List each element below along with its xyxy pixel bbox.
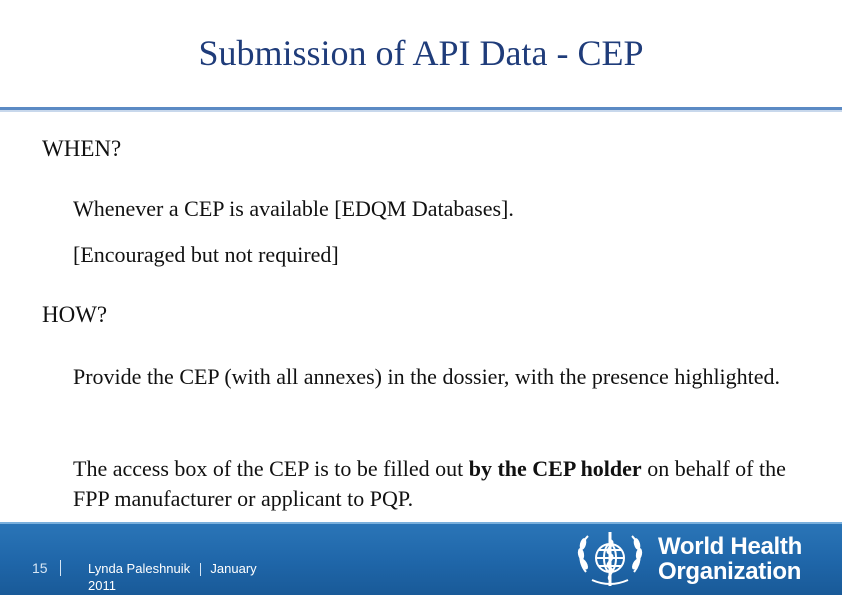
footer-author-date bbox=[88, 560, 257, 594]
title-divider-shadow bbox=[0, 110, 842, 112]
who-logo-line-1: World Health bbox=[658, 533, 802, 560]
how-paragraph-1: Provide the CEP (with all annexes) in the dossier, with the presence highlighted. bbox=[73, 364, 781, 389]
when-line-2: [Encouraged but not required] bbox=[73, 242, 339, 267]
slide-title: Submission of API Data - CEP bbox=[198, 33, 644, 73]
how-paragraph-2-bold: by the CEP holder bbox=[468, 456, 642, 481]
section-heading-when: WHEN? bbox=[42, 136, 122, 161]
footer-author-separator bbox=[200, 563, 201, 576]
who-logo-line-2: Organization bbox=[658, 558, 802, 585]
who-emblem-icon bbox=[572, 528, 648, 592]
how-paragraph-2-text-b: on behalf of the FPP manufacturer or applicant to PQP. bbox=[73, 456, 786, 511]
footer-separator bbox=[60, 560, 61, 576]
who-logo bbox=[572, 528, 812, 592]
who-logo-text bbox=[658, 534, 802, 584]
footer-year: 2011 bbox=[88, 578, 116, 593]
how-paragraph-2-text-a: The access box of the CEP is to be filled out bbox=[73, 456, 469, 481]
how-paragraph-2 bbox=[73, 454, 803, 514]
footer-author: Lynda Paleshnuik bbox=[88, 561, 191, 576]
footer-bar bbox=[0, 522, 842, 595]
when-line-1: Whenever a CEP is available [EDQM Databases]. bbox=[73, 196, 514, 221]
page-number: 15 bbox=[32, 560, 48, 576]
footer-highlight bbox=[0, 522, 842, 524]
section-heading-how: HOW? bbox=[42, 302, 108, 327]
footer-month: January bbox=[210, 561, 257, 576]
